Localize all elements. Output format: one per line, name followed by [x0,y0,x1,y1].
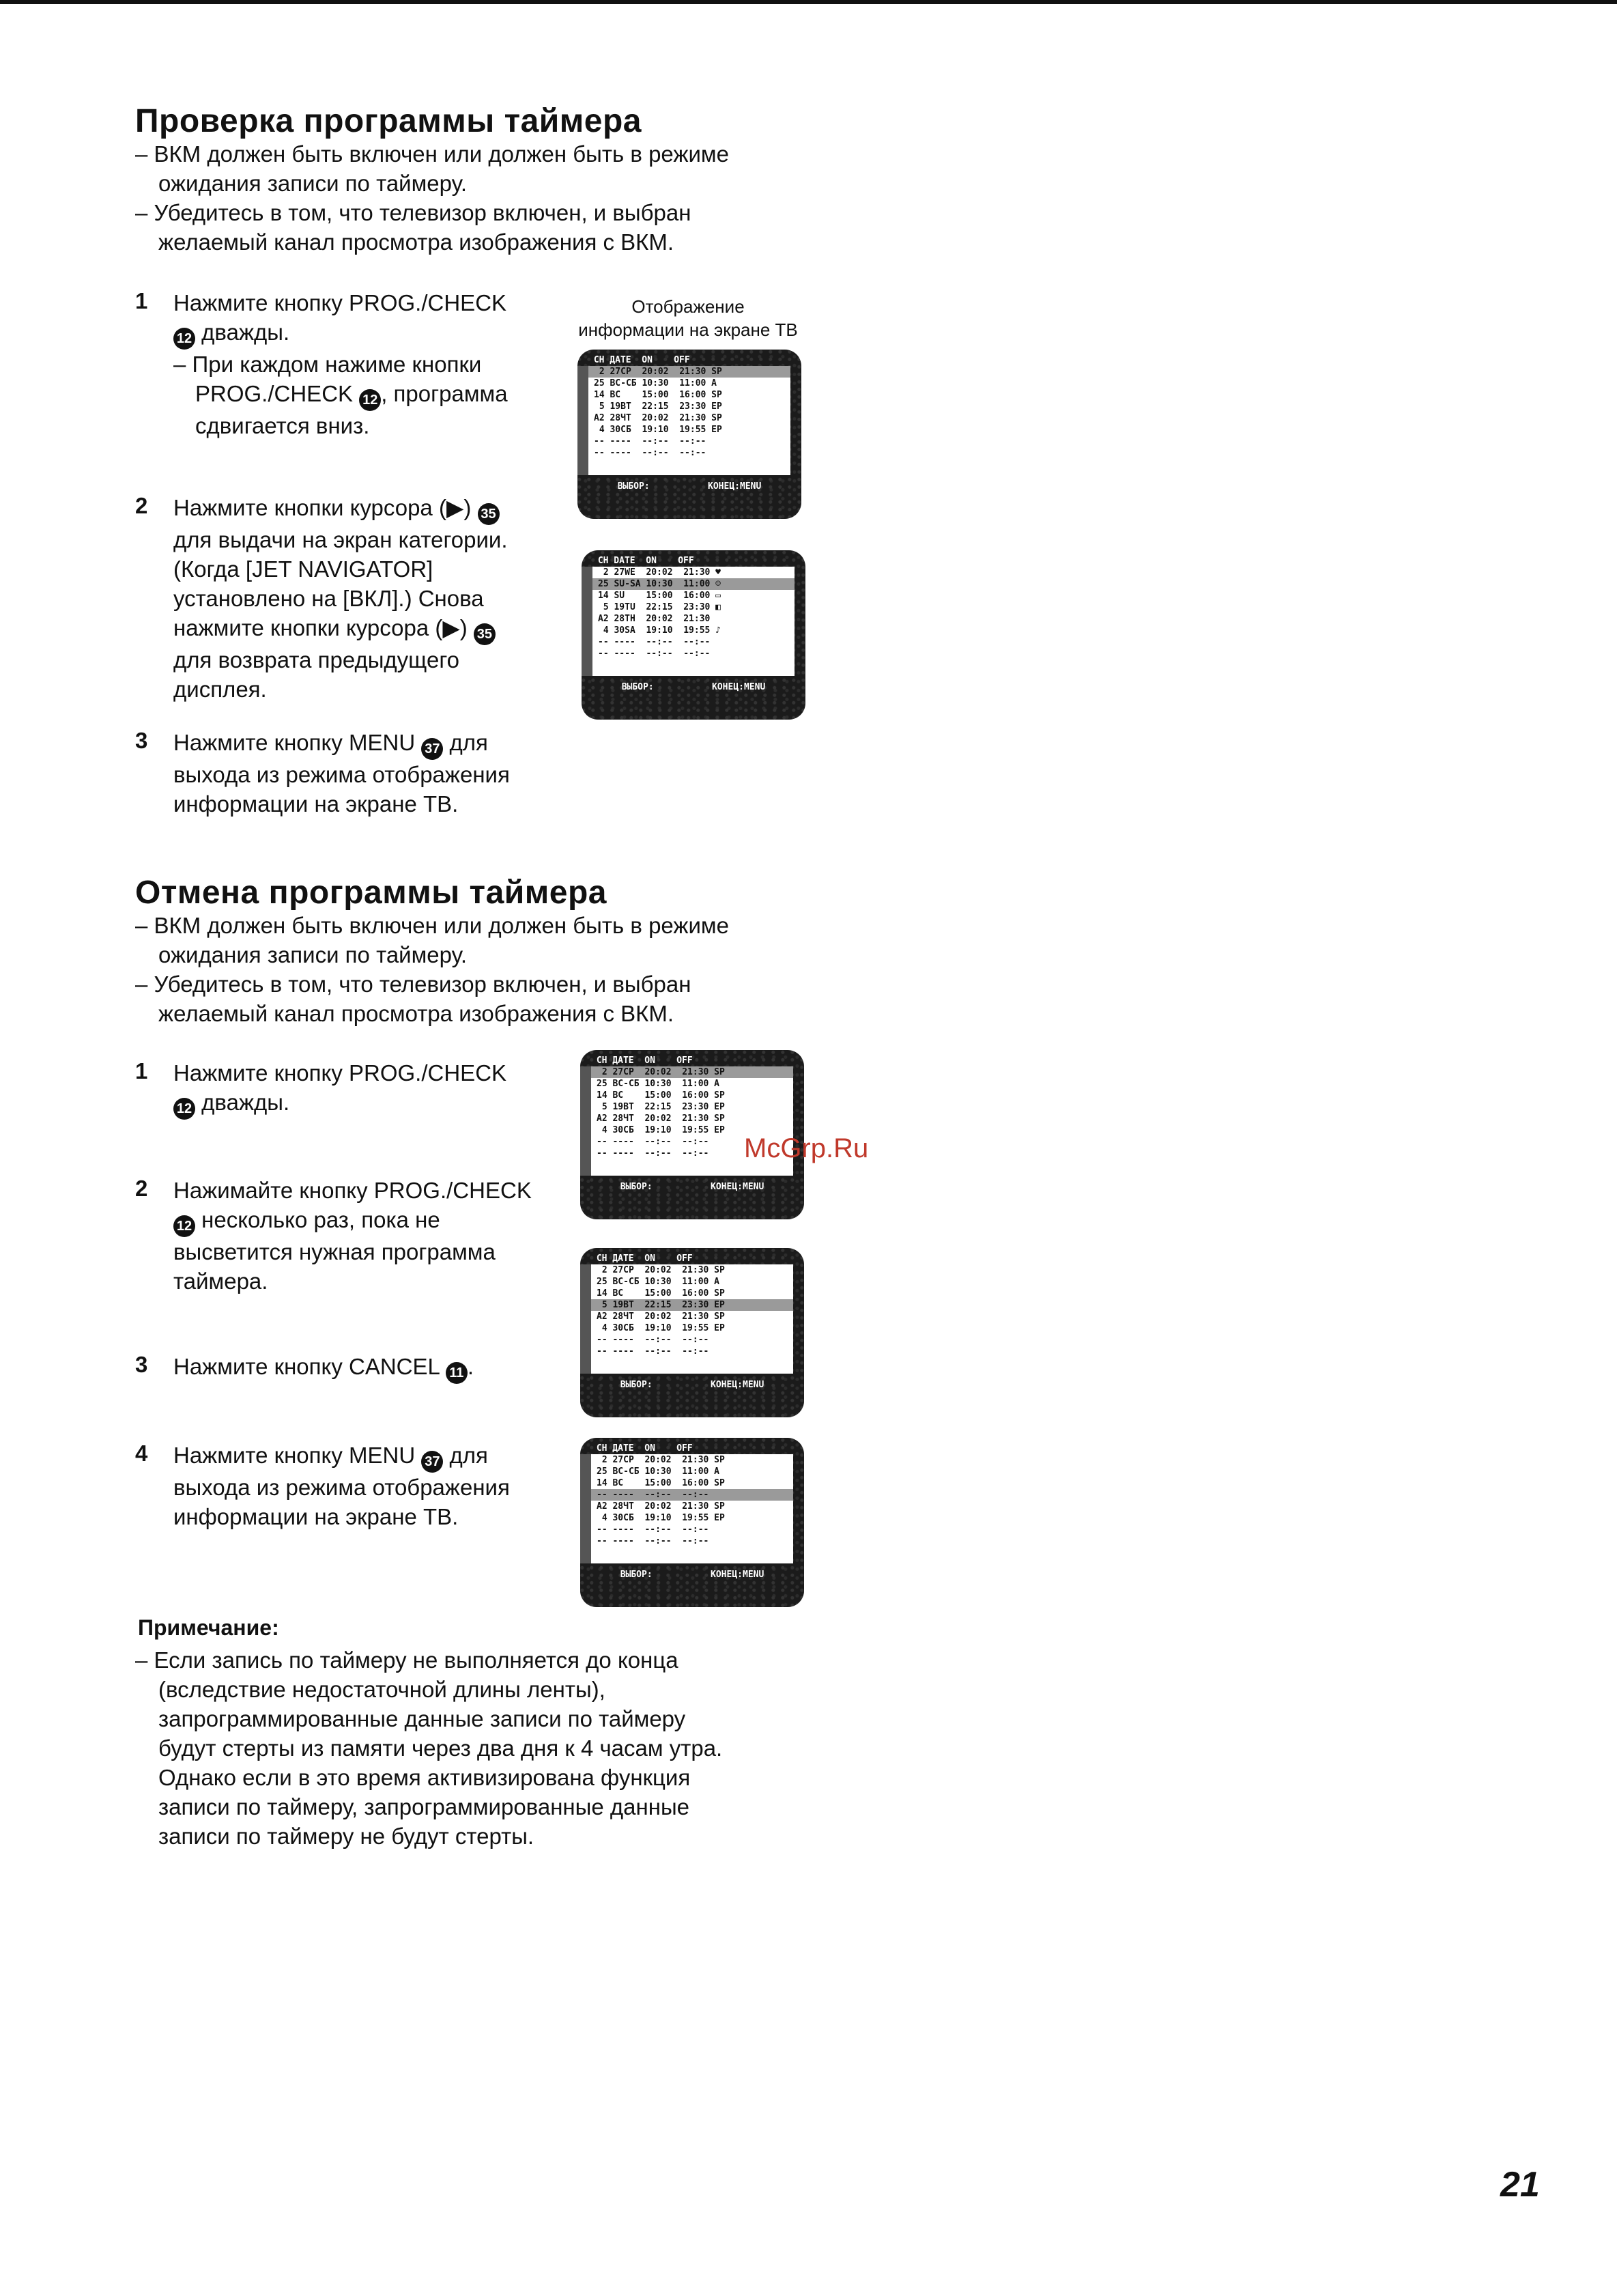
program-row: 25 ВС-СБ 10:30 11:00 A [597,1466,720,1477]
top-rule [0,0,1617,4]
cancel-step3-text: Нажмите кнопку CANCEL 11 . [173,1352,583,1384]
program-row: 14 SU 15:00 16:00 ▭ [598,591,721,601]
section-title-check: Проверка программы таймера [135,103,642,139]
page-number: 21 [1500,2165,1540,2205]
program-row: A2 28ЧТ 20:02 21:30 SP [594,413,722,423]
program-table [591,1264,793,1374]
program-row: 2 27СР 20:02 21:30 SP [597,1455,725,1465]
step-number: 3 [135,1352,148,1377]
button-12-icon: 12 [359,389,381,411]
section2-intro: – ВКМ должен быть включен или должен быть в режиме ожидания записи по таймеру. – Убедитесь в том, что телевизор включен, и выбран желаемый канал просмотра изображения с ВКМ. [135,913,729,1026]
button-37-icon: 37 [421,738,443,760]
cancel-step1-text: Нажмите кнопку PROG./CHECK 12 дважды. [173,1058,569,1120]
note-text: – Если запись по таймеру не выполняется до конца (вследствие недостаточной длины ленты), запрограммированные данные записи по таймеру будут стерты из памяти через два дня к 4 часам утра. Однако если в это время активизирована функция записи по таймеру, запрограммированные данные записи по таймеру не будут стерты. [135,1647,723,1849]
program-row: 2 27СР 20:02 21:30 SP [597,1265,725,1275]
program-row: -- ---- --:-- --:-- [597,1335,709,1345]
tv-screen-program-list: CH ДАТЕ ON OFF 2 27СР 20:02 21:30 SP 25 ВС-СБ 10:30 11:00 A 14 ВС 15:00 16:00 SP 5 19ВТ 22:15 23:30 EP A2 28ЧТ 20:02 21:30 SP 4 30СБ 19:10 19:55 EP -- ---- --:-- --:-- -- ---- --:-- --:-- ВЫБОР: КОНЕЦ:MENU [580,1050,804,1219]
program-row: 5 19ВТ 22:15 23:30 EP [591,1299,793,1311]
program-row: -- ---- --:-- --:-- [597,1148,709,1159]
step3-text: Нажмите кнопку MENU 37 для выхода из режима отображения информации на экране ТВ. [173,730,510,817]
program-row: 4 30СБ 19:10 19:55 EP [597,1513,725,1523]
cancel-step2-text: Нажимайте кнопку PROG./CHECK 12 несколько раз, пока не высветится нужная программа таймера. [173,1178,532,1294]
program-row: 5 19ВТ 22:15 23:30 EP [597,1102,725,1112]
step-number: 3 [135,728,148,753]
intro-line: ожидания записи по таймеру. [158,171,467,196]
note-title: Примечание: [138,1615,279,1640]
program-row: 2 27WE 20:02 21:30 ♥ [598,567,721,578]
program-row: A2 28ЧТ 20:02 21:30 SP [597,1114,725,1124]
button-35-icon: 35 [478,503,500,525]
button-11-icon: 11 [446,1362,468,1384]
step-number: 2 [135,1176,148,1201]
program-row: -- ---- --:-- --:-- [597,1525,709,1535]
screen-caption: Отображение информации на экране ТВ [578,296,798,340]
intro-line: Убедитесь в том, что телевизор включен, и выбран [154,200,691,225]
program-row: 2 27СР 20:02 21:30 SP [591,1066,793,1078]
button-12-icon: 12 [173,1215,195,1237]
program-row: A2 28ЧТ 20:02 21:30 SP [597,1312,725,1322]
watermark: McGrp.Ru [744,1133,869,1163]
button-37-icon: 37 [421,1451,443,1473]
program-row: -- ---- --:-- --:-- [594,436,706,447]
step-number: 2 [135,493,148,518]
tv-screen-category-list: CH DATE ON OFF 2 27WE 20:02 21:30 ♥ 25 SU-SA 10:30 11:00 ☺ 14 SU 15:00 16:00 ▭ 5 19TU 22:15 23:30 ◧ A2 28TH 20:02 21:30 4 30SA 19:10 19:55 ♪ -- ---- --:-- --:-- -- ---- --:-- --:-- ВЫБОР: КОНЕЦ:MENU [582,550,805,720]
program-row: 25 ВС-СБ 10:30 11:00 A [597,1277,720,1287]
program-row: 4 30СБ 19:10 19:55 EP [597,1125,725,1135]
tv-screen-after-cancel: CH ДАТЕ ON OFF 2 27СР 20:02 21:30 SP 25 ВС-СБ 10:30 11:00 A 14 ВС 15:00 16:00 SP -- ---- --:-- --:-- A2 28ЧТ 20:02 21:30 SP 4 30СБ 19:10 19:55 EP -- ---- --:-- --:-- -- ---- --:-- --:-- ВЫБОР: КОНЕЦ:MENU [580,1438,804,1607]
program-row: A2 28TH 20:02 21:30 [598,614,711,624]
button-35-icon: 35 [474,623,496,645]
program-table [592,567,795,676]
program-row: 14 ВС 15:00 16:00 SP [594,390,722,400]
tv-screen-program-list: CH ДАТЕ ON OFF 2 27СР 20:02 21:30 SP 25 ВС-СБ 10:30 11:00 A 14 ВС 15:00 16:00 SP 5 19ВТ 22:15 23:30 EP A2 28ЧТ 20:02 21:30 SP 4 30СБ 19:10 19:55 EP -- ---- --:-- --:-- -- ---- --:-- --:-- ВЫБОР: КОНЕЦ:MENU [577,350,801,519]
step-number: 1 [135,1058,148,1083]
program-row: -- ---- --:-- --:-- [598,649,711,659]
program-row: -- ---- --:-- --:-- [594,448,706,458]
step-number: 4 [135,1441,148,1466]
program-table [588,366,790,475]
program-row: 5 19ВТ 22:15 23:30 EP [594,401,722,412]
step1-text: Нажмите кнопку PROG./CHECK 12 дважды. – При каждом нажиме кнопки PROG./CHECK 12 , программа сдвигается вниз. [173,290,508,438]
button-12-icon: 12 [173,1098,195,1120]
program-row: 25 ВС-СБ 10:30 11:00 A [597,1079,720,1089]
intro-line: ВКМ должен быть включен или должен быть в режиме [154,141,729,167]
tv-screen-program-selected: CH ДАТЕ ON OFF 2 27СР 20:02 21:30 SP 25 ВС-СБ 10:30 11:00 A 14 ВС 15:00 16:00 SP 5 19ВТ 22:15 23:30 EP A2 28ЧТ 20:02 21:30 SP 4 30СБ 19:10 19:55 EP -- ---- --:-- --:-- -- ---- --:-- --:-- ВЫБОР: КОНЕЦ:MENU [580,1248,804,1417]
program-row: -- ---- --:-- --:-- [597,1137,709,1147]
intro-line: желаемый канал просмотра изображения с ВКМ. [158,229,674,255]
program-row: A2 28ЧТ 20:02 21:30 SP [597,1501,725,1512]
program-row: -- ---- --:-- --:-- [597,1536,709,1546]
cancel-step4-text: Нажмите кнопку MENU 37 для выхода из режима отображения информации на экране ТВ. [173,1443,510,1529]
section1-intro: – ВКМ должен быть включен или должен быть в режиме ожидания записи по таймеру. – Убедитесь в том, что телевизор включен, и выбран желаемый канал просмотра изображения с ВКМ. [135,139,886,257]
program-row: -- ---- --:-- --:-- [598,637,711,647]
program-row: 25 SU-SA 10:30 11:00 ☺ [592,578,795,590]
program-row: 4 30СБ 19:10 19:55 EP [597,1323,725,1333]
program-row: 4 30СБ 19:10 19:55 EP [594,425,722,435]
program-row: 2 27СР 20:02 21:30 SP [588,366,790,378]
section-title-cancel: Отмена программы таймера [135,875,607,911]
program-row: 14 ВС 15:00 16:00 SP [597,1090,725,1101]
program-row: -- ---- --:-- --:-- [591,1489,793,1501]
program-row: 14 ВС 15:00 16:00 SP [597,1288,725,1299]
program-table [591,1454,793,1563]
program-row: -- ---- --:-- --:-- [597,1346,709,1357]
step2-text: Нажмите кнопки курсора (▶) 35 для выдачи на экран категории. (Когда [JET NAVIGATOR] установлено на [ВКЛ].) Снова нажмите кнопки курсора (▶) 35 для возврата предыдущего дисплея. [173,495,508,702]
program-row: 4 30SA 19:10 19:55 ♪ [598,625,721,636]
program-row: 25 ВС-СБ 10:30 11:00 A [594,378,717,388]
button-12-icon: 12 [173,328,195,350]
program-row: 5 19TU 22:15 23:30 ◧ [598,602,721,612]
program-row: 14 ВС 15:00 16:00 SP [597,1478,725,1488]
step-number: 1 [135,288,148,313]
